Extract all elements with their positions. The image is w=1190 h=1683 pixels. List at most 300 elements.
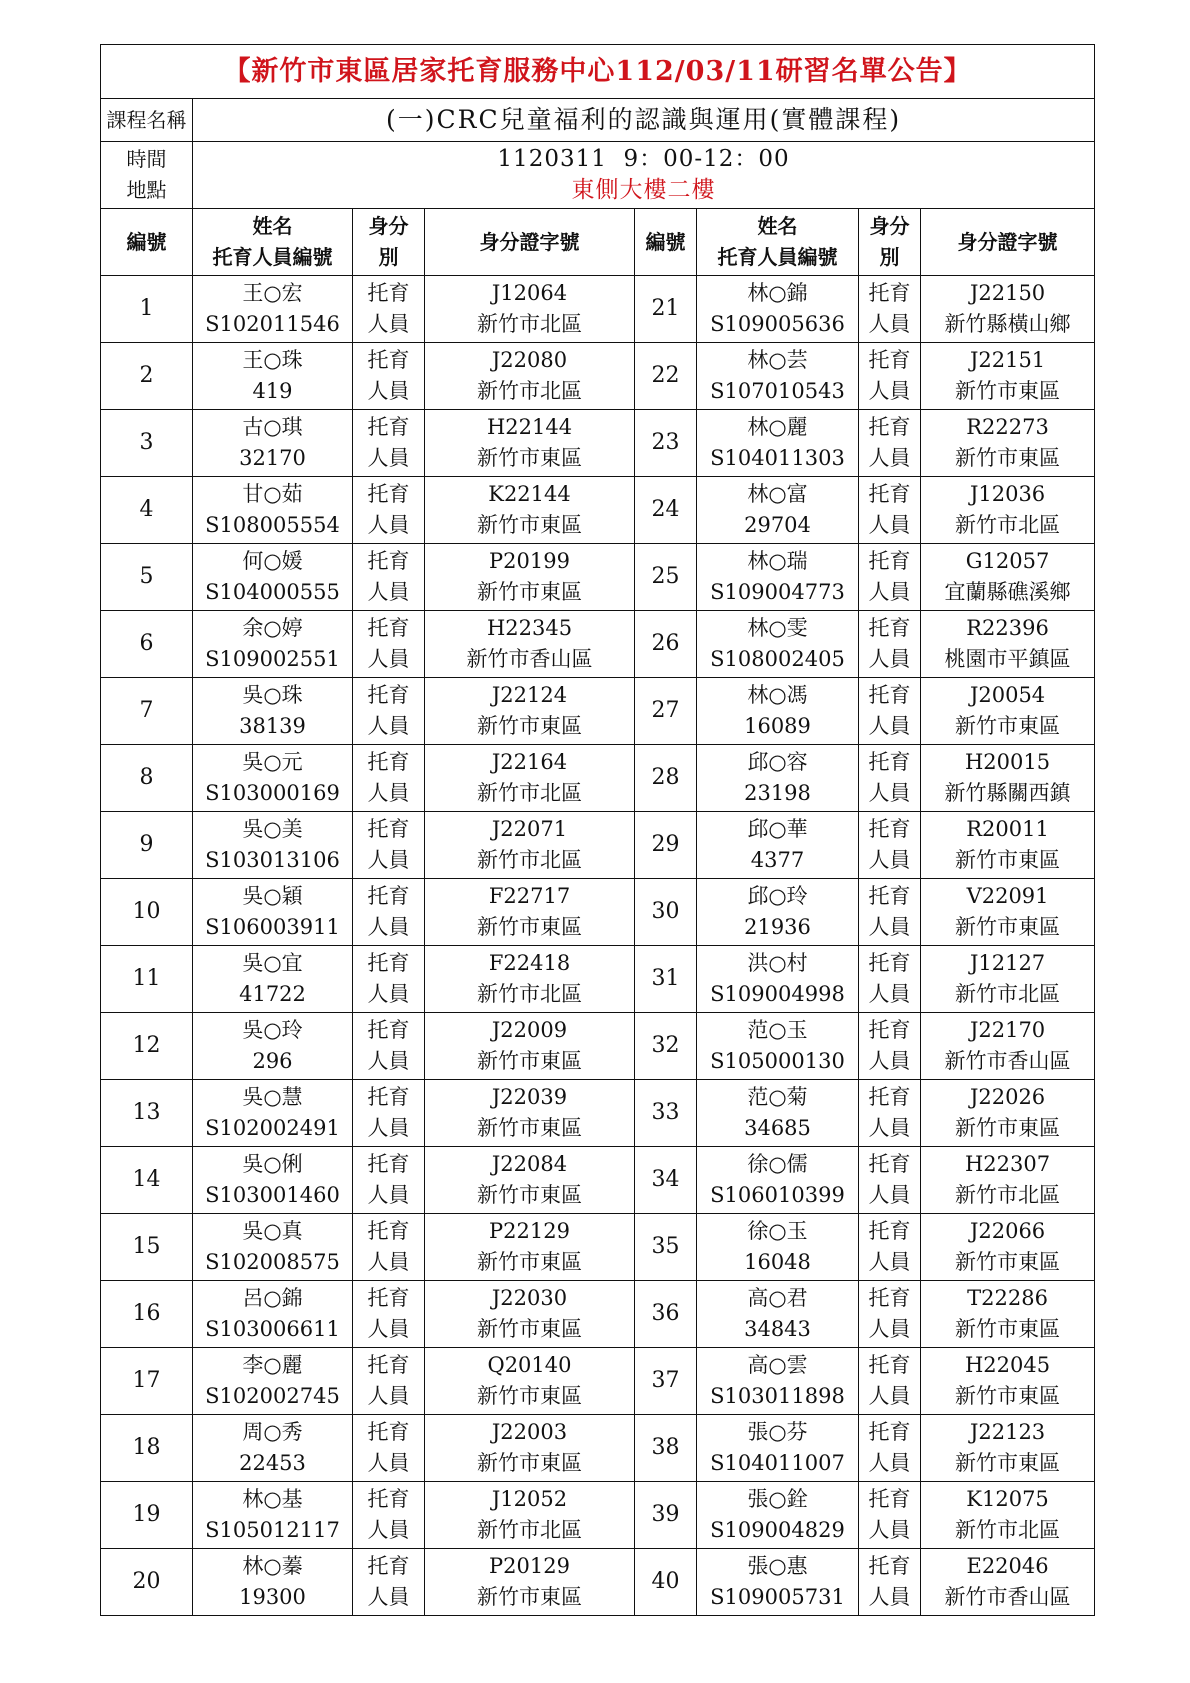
entry-area: 新竹市東區 [477,714,582,738]
entry-caregiver-code: 41722 [239,982,306,1006]
entry-id-number: R22396 [966,616,1049,640]
entry-name: 張○芬 [747,1420,808,1444]
entry-role-cell [353,946,425,1013]
entry-id-cell [921,1415,1095,1482]
entry-area: 新竹市東區 [477,1116,582,1140]
entry-area: 新竹市東區 [477,1451,582,1475]
entry-role-line1: 托育 [367,482,410,506]
entry-area: 新竹市東區 [477,915,582,939]
entry-role-line2: 人員 [367,1317,410,1341]
entry-role-cell [859,1281,921,1348]
entry-caregiver-code: 34685 [744,1116,811,1140]
entry-name: 林○富 [747,482,808,506]
entry-role-line2: 人員 [367,1518,410,1542]
entry-role-cell [353,276,425,343]
entry-area: 新竹市東區 [955,1451,1061,1475]
entry-name: 洪○村 [747,951,808,975]
header-role-line1: 身分 [368,214,409,238]
entry-id-number: T22286 [967,1286,1048,1310]
entry-id-cell [921,477,1095,544]
entry-id-number: J22124 [491,683,568,707]
entry-caregiver-code: S102008575 [205,1250,340,1274]
table-row [101,946,1095,1013]
entry-area: 新竹市北區 [955,513,1061,537]
entry-role-line1: 托育 [367,415,410,439]
header-name-line1: 姓名 [252,214,293,238]
entry-area: 新竹市北區 [477,379,582,403]
entry-name-cell [697,276,859,343]
table-row [101,879,1095,946]
entry-caregiver-code: 296 [252,1049,293,1073]
entry-role-line1: 托育 [367,1152,410,1176]
entry-caregiver-code: 32170 [239,446,306,470]
entry-caregiver-code: S108005554 [205,513,340,537]
entry-id-cell [921,946,1095,1013]
entry-caregiver-code: S109005731 [710,1585,845,1609]
entry-id-cell [921,1214,1095,1281]
entry-area: 新竹市北區 [955,1518,1061,1542]
entry-id-number: F22418 [488,951,571,975]
entry-role-line1: 托育 [367,1286,410,1310]
entry-area: 新竹市北區 [477,781,582,805]
entry-number: 14 [101,1147,193,1214]
entry-number: 21 [635,276,697,343]
entry-id-number: J22080 [491,348,568,372]
entry-number: 8 [101,745,193,812]
entry-name-cell [697,410,859,477]
entry-role-line1: 托育 [868,1420,911,1444]
entry-role-line1: 托育 [868,1554,911,1578]
entry-area: 新竹縣橫山鄉 [944,312,1071,336]
entry-role-line2: 人員 [367,848,410,872]
entry-number: 38 [635,1415,697,1482]
entry-role-line2: 人員 [868,446,911,470]
entry-name-cell [193,1281,353,1348]
entry-name-cell [697,1482,859,1549]
entry-role-cell [353,477,425,544]
entry-role-line2: 人員 [367,312,410,336]
entry-name-cell [193,879,353,946]
entry-caregiver-code: S109005636 [710,312,845,336]
entry-role-line1: 托育 [868,549,911,573]
entry-role-line2: 人員 [367,1116,410,1140]
entry-caregiver-code: S106003911 [205,915,340,939]
entry-role-line2: 人員 [868,1518,911,1542]
entry-area: 新竹市東區 [477,1585,582,1609]
entry-id-number: H22345 [486,616,573,640]
entry-number: 12 [101,1013,193,1080]
entry-id-number: V22091 [966,884,1049,908]
entry-name-cell [193,678,353,745]
entry-role-cell [353,1549,425,1616]
entry-role-line1: 托育 [367,884,410,908]
entry-role-line2: 人員 [868,1183,911,1207]
entry-number: 19 [101,1482,193,1549]
table-row [101,544,1095,611]
entry-area: 新竹市東區 [955,1250,1061,1274]
entry-area: 新竹市北區 [955,1183,1061,1207]
entry-name: 邱○玲 [747,884,808,908]
entry-caregiver-code: S102011546 [205,312,340,336]
course-name: (一)CRC兒童福利的認識與運用(實體課程) [193,99,1095,142]
header-name [193,209,353,276]
entry-number: 10 [101,879,193,946]
entry-role-cell [859,1214,921,1281]
entry-role-line1: 托育 [367,281,410,305]
entry-role-line1: 托育 [868,1152,911,1176]
entry-area: 新竹市東區 [477,1183,582,1207]
entry-role-line2: 人員 [868,714,911,738]
entry-id-number: R22273 [966,415,1049,439]
entry-caregiver-code: S109004773 [710,580,845,604]
entry-name-cell [193,410,353,477]
entry-role-line1: 托育 [868,683,911,707]
entry-caregiver-code: 16089 [744,714,811,738]
entry-area: 新竹市東區 [955,1384,1061,1408]
entry-caregiver-code: S104011007 [710,1451,845,1475]
entry-id-cell [425,276,635,343]
entry-caregiver-code: 23198 [744,781,811,805]
entry-role-cell [859,611,921,678]
entry-id-cell [425,544,635,611]
entry-caregiver-code: 22453 [239,1451,306,1475]
entry-id-cell [425,1348,635,1415]
entry-role-cell [859,1415,921,1482]
entry-role-line2: 人員 [367,915,410,939]
entry-name-cell [697,745,859,812]
entry-name: 吳○宜 [242,951,303,975]
entry-id-cell [425,1013,635,1080]
entry-number: 15 [101,1214,193,1281]
entry-name-cell [193,1080,353,1147]
entry-number: 9 [101,812,193,879]
entry-name: 林○基 [242,1487,303,1511]
entry-role-line2: 人員 [868,1451,911,1475]
header-role-line2: 別 [378,245,399,269]
entry-name: 李○麗 [242,1353,303,1377]
entry-caregiver-code: S104011303 [710,446,845,470]
entry-name-cell [697,343,859,410]
entry-role-line1: 托育 [868,1353,911,1377]
entry-id-number: H22144 [486,415,573,439]
entry-number: 26 [635,611,697,678]
entry-area: 新竹市香山區 [944,1585,1071,1609]
entry-id-cell [921,1348,1095,1415]
entry-id-number: R20011 [966,817,1049,841]
entry-number: 36 [635,1281,697,1348]
entry-role-line1: 托育 [367,1085,410,1109]
entry-role-line2: 人員 [868,781,911,805]
entry-caregiver-code: S109002551 [205,647,340,671]
entry-id-cell [921,276,1095,343]
table-row [101,611,1095,678]
entry-name-cell [697,1013,859,1080]
entry-name: 林○馮 [747,683,808,707]
entry-name: 吳○美 [242,817,303,841]
table-row [101,1348,1095,1415]
entry-name: 吳○珠 [242,683,303,707]
entry-name: 林○瑞 [747,549,808,573]
entry-area: 新竹市東區 [955,714,1061,738]
course-label: 課程名稱 [101,99,193,142]
entry-id-cell [921,410,1095,477]
entry-id-cell [425,1549,635,1616]
entry-role-line2: 人員 [868,312,911,336]
entry-role-cell [859,1348,921,1415]
entry-role-line2: 人員 [367,379,410,403]
entry-id-cell [921,812,1095,879]
entry-id-number: J22039 [491,1085,568,1109]
entry-number: 2 [101,343,193,410]
entry-role-line1: 托育 [367,951,410,975]
entry-id-cell [921,1147,1095,1214]
entry-role-line2: 人員 [868,513,911,537]
entry-name: 何○媛 [242,549,303,573]
entry-name-cell [697,1214,859,1281]
header-name-line2-right: 托育人員編號 [717,245,838,269]
entry-id-number: Q20140 [487,1353,572,1377]
entry-number: 18 [101,1415,193,1482]
entry-role-line2: 人員 [868,1116,911,1140]
entry-role-cell [353,343,425,410]
entry-area: 新竹市東區 [955,915,1061,939]
entry-id-cell [425,1482,635,1549]
entry-id-cell [425,1147,635,1214]
entry-number: 23 [635,410,697,477]
entry-name: 林○雯 [747,616,808,640]
entry-area: 新竹市東區 [477,1384,582,1408]
entry-role-line1: 托育 [868,1286,911,1310]
entry-number: 1 [101,276,193,343]
header-role [353,209,425,276]
entry-role-line1: 托育 [367,1487,410,1511]
entry-name: 張○惠 [747,1554,808,1578]
entry-area: 新竹市北區 [477,312,582,336]
entry-name-cell [697,544,859,611]
entry-role-cell [859,477,921,544]
entry-role-line2: 人員 [868,1317,911,1341]
entry-number: 17 [101,1348,193,1415]
page-title: 【新竹市東區居家托育服務中心112/03/11研習名單公告】 [101,45,1095,99]
entry-role-cell [353,410,425,477]
entry-role-cell [353,745,425,812]
entry-number: 4 [101,477,193,544]
entry-area: 新竹市北區 [955,982,1061,1006]
entry-id-number: J22123 [969,1420,1046,1444]
entry-name-cell [193,946,353,1013]
entry-role-cell [859,946,921,1013]
entry-name-cell [697,812,859,879]
entry-role-cell [859,745,921,812]
entry-number: 27 [635,678,697,745]
entry-role-line2: 人員 [367,580,410,604]
entry-id-cell [425,343,635,410]
entry-name-cell [193,812,353,879]
entry-area: 新竹市東區 [477,1049,582,1073]
entry-role-cell [859,544,921,611]
entry-caregiver-code: 4377 [750,848,805,872]
entry-area: 新竹市東區 [955,848,1061,872]
entry-id-cell [921,879,1095,946]
entry-role-line2: 人員 [367,513,410,537]
entry-area: 新竹市東區 [955,446,1061,470]
entry-role-line1: 托育 [868,951,911,975]
entry-id-number: E22046 [966,1554,1049,1578]
entry-id-cell [921,544,1095,611]
entry-id-number: H20015 [964,750,1051,774]
entry-role-line2: 人員 [868,848,911,872]
entry-caregiver-code: S109004998 [710,982,845,1006]
entry-number: 28 [635,745,697,812]
table-row [101,1147,1095,1214]
table-row [101,1013,1095,1080]
table-row [101,745,1095,812]
entry-role-line2: 人員 [868,982,911,1006]
entry-role-line1: 托育 [367,1219,410,1243]
table-row [101,1281,1095,1348]
entry-caregiver-code: S102002745 [205,1384,340,1408]
entry-area: 新竹市東區 [477,1317,582,1341]
entry-id-number: P22129 [489,1219,570,1243]
entry-id-number: J22071 [491,817,568,841]
entry-id-cell [921,1482,1095,1549]
entry-id-cell [425,410,635,477]
entry-role-line1: 托育 [367,1554,410,1578]
entry-id-cell [921,1013,1095,1080]
entry-role-cell [859,343,921,410]
entry-role-line1: 托育 [367,1353,410,1377]
entry-id-number: J22170 [969,1018,1046,1042]
entry-role-line2: 人員 [868,1384,911,1408]
entry-name: 林○麗 [747,415,808,439]
header-name-right [697,209,859,276]
table-row [101,812,1095,879]
entry-number: 5 [101,544,193,611]
entry-role-cell [353,812,425,879]
entry-role-line2: 人員 [868,1585,911,1609]
entry-number: 13 [101,1080,193,1147]
entry-role-line1: 托育 [367,683,410,707]
entry-id-number: J12127 [969,951,1046,975]
entry-area: 新竹市北區 [477,1518,582,1542]
entry-name: 林○芸 [747,348,808,372]
entry-role-cell [859,1013,921,1080]
entry-id-number: J22009 [491,1018,568,1042]
entry-name: 王○珠 [242,348,303,372]
entry-role-line1: 托育 [868,750,911,774]
entry-name-cell [193,343,353,410]
entry-name-cell [697,1281,859,1348]
entry-name-cell [193,1147,353,1214]
entry-number: 30 [635,879,697,946]
entry-id-cell [425,812,635,879]
entry-id-cell [425,611,635,678]
entry-role-line2: 人員 [868,580,911,604]
entry-id-number: G12057 [965,549,1050,573]
entry-id-number: J22066 [969,1219,1046,1243]
entry-id-cell [425,946,635,1013]
entry-name-cell [193,1549,353,1616]
entry-role-cell [353,1214,425,1281]
entry-role-line2: 人員 [868,1049,911,1073]
entry-id-cell [921,1281,1095,1348]
attendee-list-table [100,44,1095,1616]
entry-id-number: J22164 [491,750,568,774]
entry-name-cell [697,1348,859,1415]
entry-role-cell [859,276,921,343]
entry-name: 范○菊 [747,1085,808,1109]
entry-number: 29 [635,812,697,879]
header-role-line1-right: 身分 [869,214,910,238]
entry-role-line1: 托育 [367,348,410,372]
table-row [101,276,1095,343]
table-row [101,410,1095,477]
entry-area: 新竹市東區 [955,1116,1061,1140]
entry-name: 吳○真 [242,1219,303,1243]
entry-number: 16 [101,1281,193,1348]
entry-name: 甘○茹 [242,482,303,506]
entry-caregiver-code: 38139 [239,714,306,738]
entry-role-cell [353,1482,425,1549]
entry-number: 24 [635,477,697,544]
entry-number: 11 [101,946,193,1013]
entry-name-cell [193,477,353,544]
entry-id-number: J22084 [491,1152,568,1176]
entry-role-line2: 人員 [367,1451,410,1475]
entry-name-cell [193,544,353,611]
entry-role-line1: 托育 [868,1085,911,1109]
entry-role-line2: 人員 [367,1183,410,1207]
entry-role-line1: 托育 [868,415,911,439]
entry-caregiver-code: S109004829 [710,1518,845,1542]
time-label: 時間 [126,147,167,171]
entry-caregiver-code: S108002405 [710,647,845,671]
entry-name-cell [193,276,353,343]
table-row [101,1415,1095,1482]
header-no: 編號 [101,209,193,276]
entry-id-cell [921,745,1095,812]
table-row [101,343,1095,410]
entry-number: 22 [635,343,697,410]
entry-name-cell [697,1549,859,1616]
entry-role-cell [859,1080,921,1147]
header-name-line2: 托育人員編號 [212,245,333,269]
entry-name: 林○蓁 [242,1554,303,1578]
entry-name-cell [193,1348,353,1415]
entry-role-cell [353,678,425,745]
entry-name-cell [697,611,859,678]
entry-caregiver-code: S104000555 [205,580,340,604]
entry-caregiver-code: S107010543 [710,379,845,403]
entry-number: 40 [635,1549,697,1616]
table-row [101,1482,1095,1549]
entry-name-cell [697,946,859,1013]
entry-id-cell [425,1281,635,1348]
entry-area: 桃園市平鎮區 [944,647,1071,671]
table-row [101,1214,1095,1281]
entry-caregiver-code: S106010399 [710,1183,845,1207]
entry-role-cell [353,1147,425,1214]
entry-role-line2: 人員 [367,1585,410,1609]
entry-caregiver-code: S103011898 [710,1384,845,1408]
entry-number: 37 [635,1348,697,1415]
header-role-right [859,209,921,276]
entry-role-line2: 人員 [868,1250,911,1274]
entry-role-line1: 托育 [868,616,911,640]
entry-number: 25 [635,544,697,611]
entry-name-cell [697,879,859,946]
entry-id-number: J12064 [491,281,568,305]
